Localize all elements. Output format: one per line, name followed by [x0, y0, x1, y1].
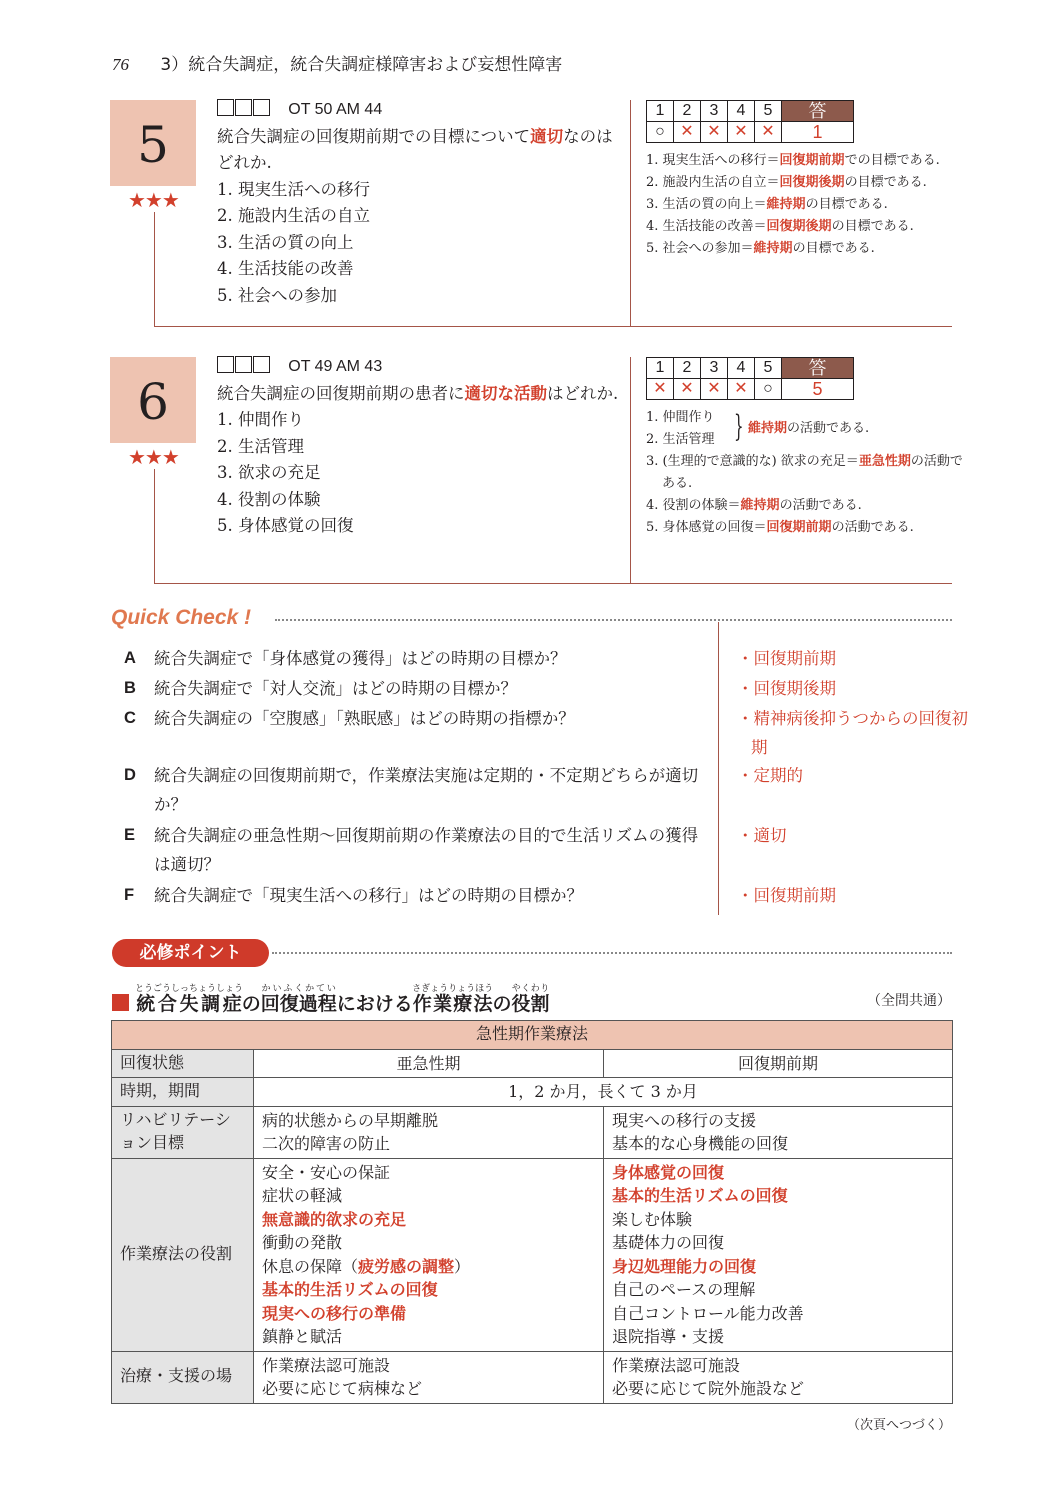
quick-check-title: Quick Check !	[111, 606, 252, 629]
quick-check-question: D 統合失調症の回復期前期で，作業療法実施は定期的・不定期どちらが適切か？	[124, 766, 699, 814]
table-row: 作業療法の役割 安全・安心の保証 症状の軽減 無意識的欲求の充足 衝動の発散 休息の保障（疲労感の調整） 基本的生活リズムの回復 現実への移行の準備 鎮静と賦活 身体感覚の回復 基本的生活リズムの回復 楽しむ体験 基礎体力の回復 身辺処理能力の回復 自己のペースの理解 自己コントロール能力改善 退院指導・支援	[112, 1158, 953, 1351]
question-stem: 統合失調症の回復期前期での目標について適切なのはどれか.	[217, 126, 613, 172]
option: 3. 欲求の充足	[217, 463, 321, 482]
dotted-rule	[275, 619, 952, 621]
table-row: リハビリテーション目標 病的状態からの早期離脱 二次的障害の防止 現実への移行の支援 基本的な心身機能の回復	[112, 1106, 953, 1158]
chapter-title: 3）統合失調症，統合失調症様障害および妄想性障害	[160, 55, 563, 75]
option: 5. 社会への参加	[217, 285, 337, 305]
exam-id: OT 50 AM 44	[288, 101, 383, 118]
quick-check-answer: ・適切	[737, 826, 787, 845]
quick-check-answer: ・精神病後抑うつからの回復初期	[737, 709, 968, 757]
bracket-line	[154, 212, 155, 326]
quick-check-question: C 統合失調症の「空腹感」「熟眠感」はどの時期の指標か？	[124, 709, 575, 728]
bottom-line	[154, 583, 952, 584]
quick-check-question: E 統合失調症の亜急性期～回復期前期の作業療法の目的で生活リズムの獲得は適切？	[124, 826, 699, 874]
question-text-block	[217, 353, 623, 540]
question-text-block	[217, 96, 623, 309]
divider	[630, 100, 631, 326]
quick-check-question: F 統合失調症で「現実生活への移行」はどの時期の目標か？	[124, 886, 583, 905]
page-number: 76	[112, 55, 129, 74]
answer-value: 5	[782, 379, 854, 400]
checkbox[interactable]	[235, 99, 252, 116]
page-header	[112, 50, 562, 75]
quick-check-question: B 統合失調症で「対人交流」はどの時期の目標か？	[124, 679, 517, 698]
dotted-rule	[272, 952, 952, 954]
option: 2. 生活管理	[217, 436, 304, 456]
square-bullet-icon	[112, 994, 129, 1011]
divider	[630, 357, 631, 583]
checkbox[interactable]	[217, 99, 234, 116]
answer-grid: 1 2 3 4 5 答 ✕ ✕ ✕ ✕ ○ 5	[646, 357, 854, 400]
common-note: （全問共通）	[867, 993, 951, 1009]
checkbox[interactable]	[217, 356, 234, 373]
quick-check-answer: ・回復期前期	[737, 886, 836, 905]
answer-value: 1	[782, 122, 854, 143]
table-row: 時期，期間 1，2 か月，長くて 3 か月	[112, 1078, 953, 1107]
answer-grid: 1 2 3 4 5 答 ○ ✕ ✕ ✕ ✕ 1	[646, 100, 854, 143]
explanation: 1. 仲間作り 2. 生活管理 } 維持期の活動である. 3. (生理的で意識的な) 欲求の充足＝亜急性期の活動である. 4. 役割の体験＝維持期の活動である. 5. 身体感覚の回復＝回復期前期の活動である.	[646, 409, 963, 535]
recovery-table	[111, 1020, 953, 1404]
option: 4. 役割の体験	[217, 489, 321, 509]
question-number: 6	[110, 357, 196, 443]
explanation: 1. 現実生活への移行＝回復期前期での目標である. 2. 施設内生活の自立＝回復期後期の目標である. 3. 生活の質の向上＝維持期の目標である. 4. 生活技能の改善＝回復期後期の目標である. 5. 社会への参加＝維持期の目標である.	[646, 153, 940, 256]
bottom-line	[154, 326, 952, 327]
checkbox[interactable]	[253, 99, 270, 116]
table-header: 急性期作業療法	[112, 1021, 953, 1050]
bracket-line	[154, 469, 155, 583]
exam-id: OT 49 AM 43	[288, 358, 383, 375]
continued-note: （次頁へつづく）	[846, 1418, 951, 1433]
quick-check-answer: ・回復期後期	[737, 679, 836, 698]
quick-check-question: A 統合失調症で「身体感覚の獲得」はどの時期の目標か？	[124, 649, 567, 668]
option: 1. 現実生活への移行	[217, 179, 370, 199]
option: 2. 施設内生活の自立	[217, 206, 370, 225]
table-row: 回復状態 亜急性期 回復期前期	[112, 1049, 953, 1078]
option: 4. 生活技能の改善	[217, 259, 354, 278]
option: 5. 身体感覚の回復	[217, 516, 354, 535]
question-number: 5	[110, 100, 196, 186]
quick-check-answer: ・定期的	[737, 766, 803, 785]
checkbox[interactable]	[235, 356, 252, 373]
option: 1. 仲間作り	[217, 410, 304, 429]
option: 3. 生活の質の向上	[217, 232, 354, 252]
hisshu-point-label: 必修ポイント	[112, 939, 269, 967]
table-row: 治療・支援の場 作業療法認可施設 必要に応じて病棟など 作業療法認可施設 必要に応じて院外施設など	[112, 1351, 953, 1403]
checkbox[interactable]	[253, 356, 270, 373]
difficulty-stars: ★★★	[128, 445, 179, 469]
quick-check-divider	[718, 622, 719, 915]
question-5	[110, 100, 952, 330]
question-6	[110, 357, 963, 587]
section-title: 統合失調症とうごうしっちょうしょうの回復過程かいふくかていにおける作業療法さぎょうりょうほうの役割やくわり	[112, 984, 550, 1016]
question-stem: 統合失調症の回復期前期の患者に適切な活動はどれか.	[217, 383, 619, 403]
difficulty-stars: ★★★	[128, 188, 179, 212]
quick-check-answer: ・回復期前期	[737, 649, 836, 668]
